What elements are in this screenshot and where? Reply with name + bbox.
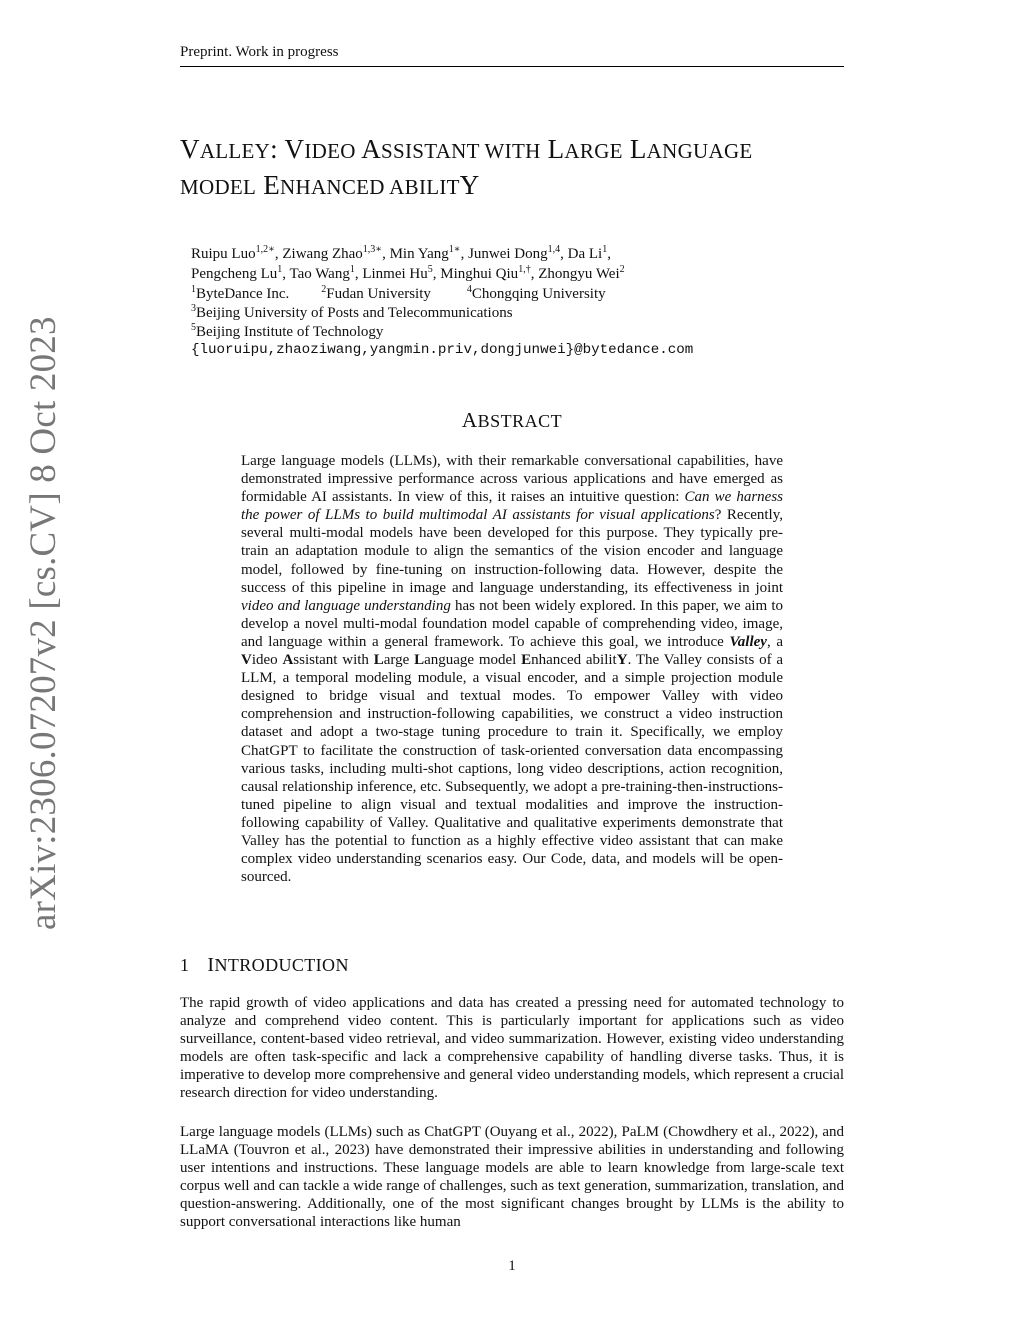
affiliation-mark: 4	[466, 284, 472, 295]
title-part: L	[540, 134, 565, 164]
affiliation: Beijing Institute of Technology	[196, 324, 384, 340]
heading-rest: BSTRACT	[477, 411, 563, 431]
title-part: Y	[459, 170, 480, 200]
page-number: 1	[508, 1258, 516, 1274]
affiliation: ByteDance Inc.	[196, 286, 290, 302]
title-part: L	[622, 134, 647, 164]
author-mark: 1,4	[547, 244, 561, 255]
acronym-letter: V	[241, 652, 252, 669]
arxiv-stamp: arXiv:2306.07207v2 [cs.CV] 8 Oct 2023	[23, 316, 64, 930]
affiliation-mark: 2	[321, 284, 327, 295]
affiliation: Chongqing University	[471, 286, 606, 302]
affiliation-mark: 5	[191, 322, 196, 333]
title-part: SSISTANT WITH	[381, 139, 541, 163]
title-part: A	[355, 134, 382, 164]
abstract-segment: ? Recently, several multi-modal models have been developed for this purpose. They typically pre-train an adaptation module to align the semantics of the vision encoder and language model, followed by fine-tuning on instruction-following data. However, despite the success of this pipeline in image and language understanding, its effectiveness in joint	[241, 507, 783, 596]
abstract-segment: ideo	[251, 652, 283, 669]
author-mark: 1,†	[518, 264, 531, 275]
author-name: , Linmei Hu	[354, 266, 428, 282]
title-part: V	[180, 134, 200, 164]
title-part: IDEO	[304, 139, 356, 163]
author-name: , Ziwang Zhao	[274, 246, 363, 262]
acronym-letter: E	[521, 652, 532, 669]
acronym-letter: Y	[616, 652, 628, 669]
title-part: ARGE	[564, 139, 623, 163]
affiliation-mark: 1	[191, 284, 196, 295]
title-part: ALLEY	[199, 139, 271, 163]
intro-paragraph-2: Large language models (LLMs) such as ChatGPT (Ouyang et al., 2022), PaLM (Chowdhery et al., 2022), and LLaMA (Touvron et al., 2023) have demonstrated their impressive abilities in understanding and following user intentions and instructions. These language models are able to learn knowledge from large-scale text corpus well and can tackle a wide range of challenges, such as text generation, summarization, translation, and question-answering. Additionally, one of the most significant changes brought by LLMs is the ability to support conversational interactions like human	[180, 1124, 844, 1231]
section-heading-introduction	[180, 954, 349, 977]
acronym-letter: L	[414, 652, 425, 669]
author-mark: 5	[427, 264, 433, 275]
author-mark: 1∗	[448, 244, 461, 255]
author-mark: 1	[277, 264, 283, 275]
author-mark: 2	[619, 264, 625, 275]
acronym-letter: A	[282, 652, 294, 669]
title-line-1	[180, 132, 880, 168]
abstract-segment: arge	[383, 652, 415, 669]
abstract-segment: nhanced abilit	[531, 652, 617, 669]
abstract-question: Can we harness the power of LLMs to build multimodal AI assistants for visual applications	[241, 489, 783, 524]
affiliation: Fudan University	[326, 286, 431, 302]
affiliation-line-1	[191, 285, 606, 304]
affiliation-line-3	[191, 323, 383, 342]
heading-initial: I	[207, 954, 215, 976]
section-number: 1	[180, 955, 190, 975]
title-part: : V	[270, 134, 305, 164]
affiliation-line-2	[191, 304, 513, 323]
abstract-segment: , a	[766, 633, 783, 650]
author-name: Ruipu Luo	[191, 246, 256, 262]
heading-rest: NTRODUCTION	[214, 955, 349, 975]
author-mark: 1	[349, 264, 355, 275]
author-name: , Zhongyu Wei	[530, 266, 620, 282]
header-note: Preprint. Work in progress	[180, 44, 339, 60]
author-name: , Junwei Dong	[460, 246, 548, 262]
abstract-segment: anguage model	[424, 652, 522, 669]
title-part: ANGUAGE	[646, 139, 753, 163]
author-separator: ,	[607, 246, 611, 262]
author-name: , Tao Wang	[282, 266, 350, 282]
affiliation: Beijing University of Posts and Telecommunications	[196, 305, 513, 321]
abstract-heading	[0, 408, 1024, 433]
abstract-segment: . The Valley consists of a LLM, a temporal modeling module, a visual encoder, and a simple projection module designed to bridge visual and textual modes. To empower Valley with video comprehension and instruction-following capabilities, we construct a video instruction dataset and adopt a two-stage tuning procedure to train it. Specifically, we employ ChatGPT to facilitate the construction of task-oriented conversation data encompassing various tasks, including multi-shot captions, long video descriptions, action recognition, causal relationship inference, etc. Subsequently, we adopt a pre-training-then-instructions-tuned pipeline to align visual and textual modalities and improve the instruction-following capability of Valley. Qualitative and qualitative experiments demonstrate that Valley has the potential to function as a highly effective video assistant that can make complex video understanding scenarios easy. Our Code, data, and models will be open-sourced.	[241, 652, 784, 886]
author-line-2	[191, 265, 625, 284]
paper-title	[180, 132, 880, 204]
heading-initial: A	[461, 408, 478, 432]
author-name: , Min Yang	[382, 246, 449, 262]
author-mark: 1,2∗	[255, 244, 275, 255]
abstract-text	[241, 452, 783, 886]
title-part: E	[256, 170, 281, 200]
header-rule	[180, 66, 844, 67]
acronym-letter: L	[373, 652, 384, 669]
author-name: , Da Li	[560, 246, 603, 262]
abstract-segment: Large language models (LLMs), with their remarkable conversational capabilities, have demonstrated impressive performance across various applications and have emerged as formidable AI assistants. In view of this, it raises an intuitive question:	[241, 453, 783, 506]
author-name: Pengcheng Lu	[191, 266, 278, 282]
title-part: MODEL	[180, 175, 257, 199]
author-mark: 1,3∗	[362, 244, 383, 255]
abstract-emphasis: video and language understanding	[241, 597, 451, 614]
author-mark: 1	[602, 244, 608, 255]
author-line-1	[191, 245, 611, 264]
author-name: , Minghui Qiu	[432, 266, 519, 282]
intro-paragraph-1: The rapid growth of video applications and data has created a pressing need for automated technology to analyze and comprehend video content. This is particularly important for applications such as video surveillance, content-based video retrieval, and video summarization. However, existing video understanding models are often task-specific and lack a comprehensive capability of handling diverse tasks. Thus, it is imperative to develop more comprehensive and general video understanding models, which represent a crucial research direction for video understanding.	[180, 995, 844, 1102]
author-email: {luoruipu,zhaoziwang,yangmin.priv,dongjunwei}@bytedance.com	[191, 342, 694, 358]
affiliation-mark: 3	[191, 303, 196, 314]
title-line-2	[180, 168, 880, 204]
abstract-segment: ssistant with	[293, 652, 374, 669]
title-part: NHANCED ABILIT	[280, 175, 460, 199]
abstract-segment: has not been widely explored. In this paper, we aim to develop a novel multi-modal foundation model capable of comprehending video, image, and language within a general framework. To achieve this goal, we introduce	[241, 597, 783, 650]
model-name: Valley	[729, 633, 767, 650]
